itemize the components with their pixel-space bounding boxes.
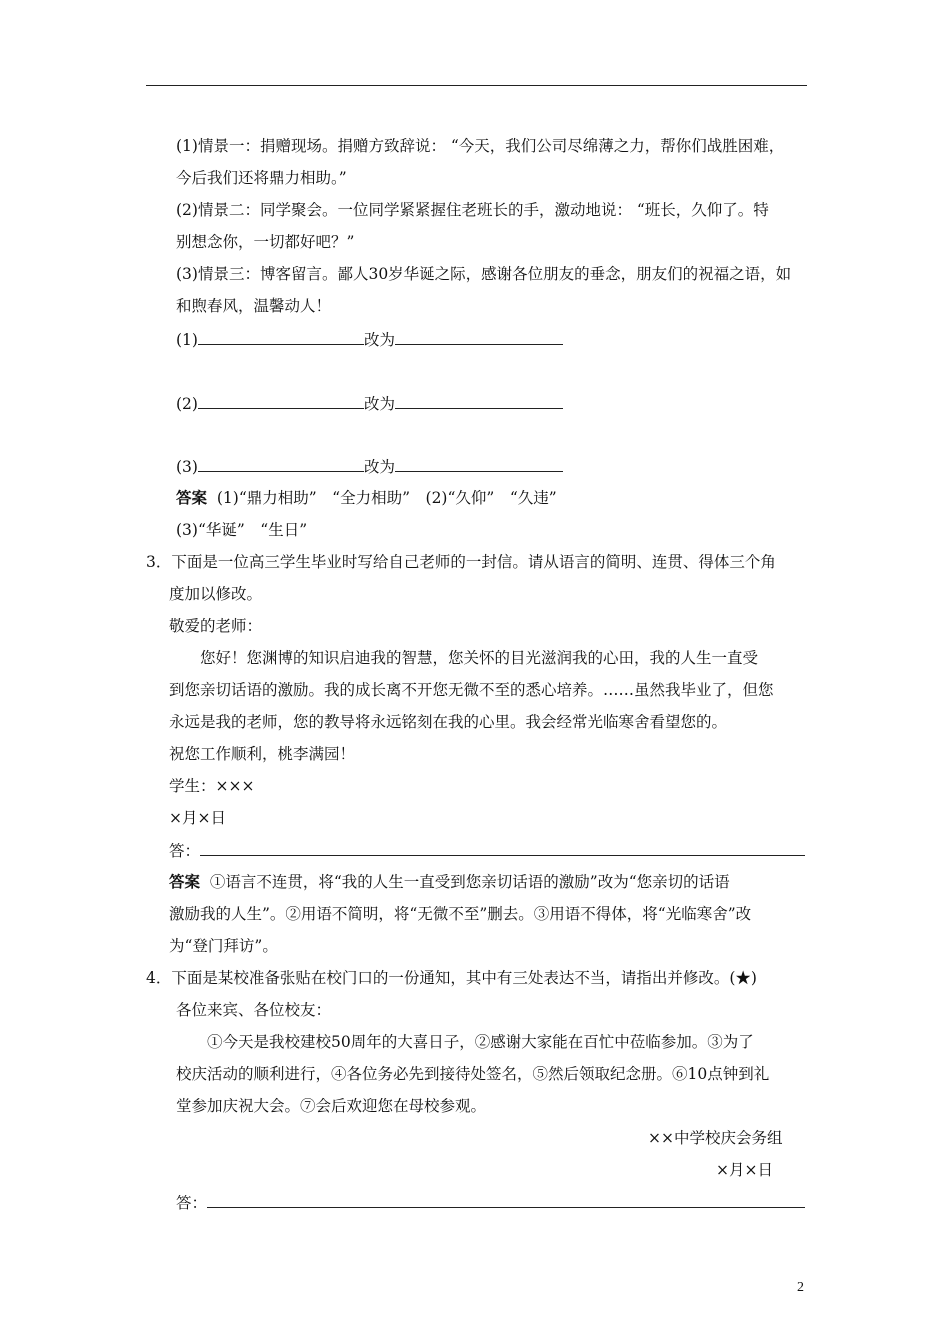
q2-answer-label: 答案 xyxy=(176,488,208,507)
blank-original-1[interactable] xyxy=(198,328,364,345)
q3-answer-text1: ①语言不连贯，将“我的人生一直受到您亲切话语的激励”改为“您亲切的话语 xyxy=(209,873,730,891)
q3-salutation: 敬爱的老师： xyxy=(169,617,263,635)
q3-prompt-text1: 下面是一位高三学生毕业时写给自己老师的一封信。请从语言的简明、连贯、得体三个角 xyxy=(171,553,776,571)
scenario3-line2: 和煦春风，温馨动人！ xyxy=(176,297,332,315)
q3-date: ×月×日 xyxy=(169,809,226,827)
fill-label-2: (2) xyxy=(176,395,198,413)
q4-date: ×月×日 xyxy=(716,1161,773,1179)
blank-original-2[interactable] xyxy=(198,392,364,409)
q3-answer-label: 答案 xyxy=(169,872,201,891)
fill-line-3 xyxy=(176,455,563,478)
scenario3-line1: (3)情景三：博客留言。鄙人30岁华诞之际，感谢各位朋友的垂念，朋友们的祝福之语，如 xyxy=(176,265,792,283)
header-rule xyxy=(146,85,807,86)
fill-middle-1: 改为 xyxy=(363,331,395,349)
q3-signature: 学生：××× xyxy=(169,777,255,795)
q4-prompt-text: 下面是某校准备张贴在校门口的一份通知，其中有三处表达不当，请指出并修改。(★) xyxy=(171,969,757,987)
q4-prompt-line xyxy=(146,967,757,989)
scenario1-line1: (1)情景一：捐赠现场。捐赠方致辞说： “今天，我们公司尽绵薄之力，帮你们战胜困难， xyxy=(176,137,785,155)
scenario2-line2: 别想念你，一切都好吧？” xyxy=(176,233,355,251)
q3-body-line3: 永远是我的老师，您的教导将永远铭刻在我的心里。我会经常光临寒舍看望您的。 xyxy=(169,713,728,731)
q3-prompt-line1 xyxy=(146,551,776,573)
q4-answer-prompt: 答： xyxy=(176,1194,208,1212)
q3-closing: 祝您工作顺利，桃李满园！ xyxy=(169,745,356,763)
q2-answer-line1 xyxy=(176,487,557,509)
q3-body-line2: 到您亲切话语的激励。我的成长离不开您无微不至的悉心培养。……虽然我毕业了，但您 xyxy=(169,681,774,699)
q2-answer-line2: (3)“华诞” “生日” xyxy=(176,521,308,539)
q3-answer-field xyxy=(169,839,805,862)
scenario1-line2: 今后我们还将鼎力相助。” xyxy=(176,169,347,187)
q2-answer-text1: (1)“鼎力相助” “全力相助” (2)“久仰” “久违” xyxy=(216,489,557,507)
fill-label-3: (3) xyxy=(176,458,198,476)
fill-label-1: (1) xyxy=(176,331,198,349)
blank-revised-3[interactable] xyxy=(395,455,563,472)
q3-answer-prompt: 答： xyxy=(169,842,201,860)
q4-body-line3: 堂参加庆祝大会。⑦会后欢迎您在母校参观。 xyxy=(176,1097,487,1115)
q4-body-line1: ①今天是我校建校50周年的大喜日子，②感谢大家能在百忙中莅临参加。③为了 xyxy=(207,1033,754,1051)
fill-line-1 xyxy=(176,328,563,351)
q4-body-line2: 校庆活动的顺利进行，④各位务必先到接待处签名，⑤然后领取纪念册。⑥10点钟到礼 xyxy=(176,1065,770,1083)
fill-line-2 xyxy=(176,392,563,415)
blank-revised-2[interactable] xyxy=(395,392,563,409)
q3-answer-blank[interactable] xyxy=(200,839,805,856)
q3-answer-line3: 为“登门拜访”。 xyxy=(169,937,278,955)
blank-revised-1[interactable] xyxy=(395,328,563,345)
q3-prompt-line2: 度加以修改。 xyxy=(169,585,263,603)
q4-answer-field xyxy=(176,1191,805,1214)
blank-original-3[interactable] xyxy=(198,455,364,472)
q3-body-line1: 您好！您渊博的知识启迪我的智慧，您关怀的目光滋润我的心田，我的人生一直受 xyxy=(200,649,759,667)
q3-number: 3． xyxy=(146,553,172,571)
scenario2-line1: (2)情景二：同学聚会。一位同学紧紧握住老班长的手，激动地说： “班长，久仰了。特 xyxy=(176,201,769,219)
q4-signature: ××中学校庆会务组 xyxy=(648,1129,783,1147)
fill-middle-2: 改为 xyxy=(363,395,395,413)
fill-middle-3: 改为 xyxy=(363,458,395,476)
q3-answer-line2: 激励我的人生”。②用语不简明，将“无微不至”删去。③用语不得体，将“光临寒舍”改 xyxy=(169,905,752,923)
q4-number: 4． xyxy=(146,969,172,987)
q4-salutation: 各位来宾、各位校友： xyxy=(176,1001,332,1019)
q4-answer-blank[interactable] xyxy=(207,1191,805,1208)
q3-answer-line1 xyxy=(169,871,730,893)
page-number: 2 xyxy=(797,1280,804,1295)
